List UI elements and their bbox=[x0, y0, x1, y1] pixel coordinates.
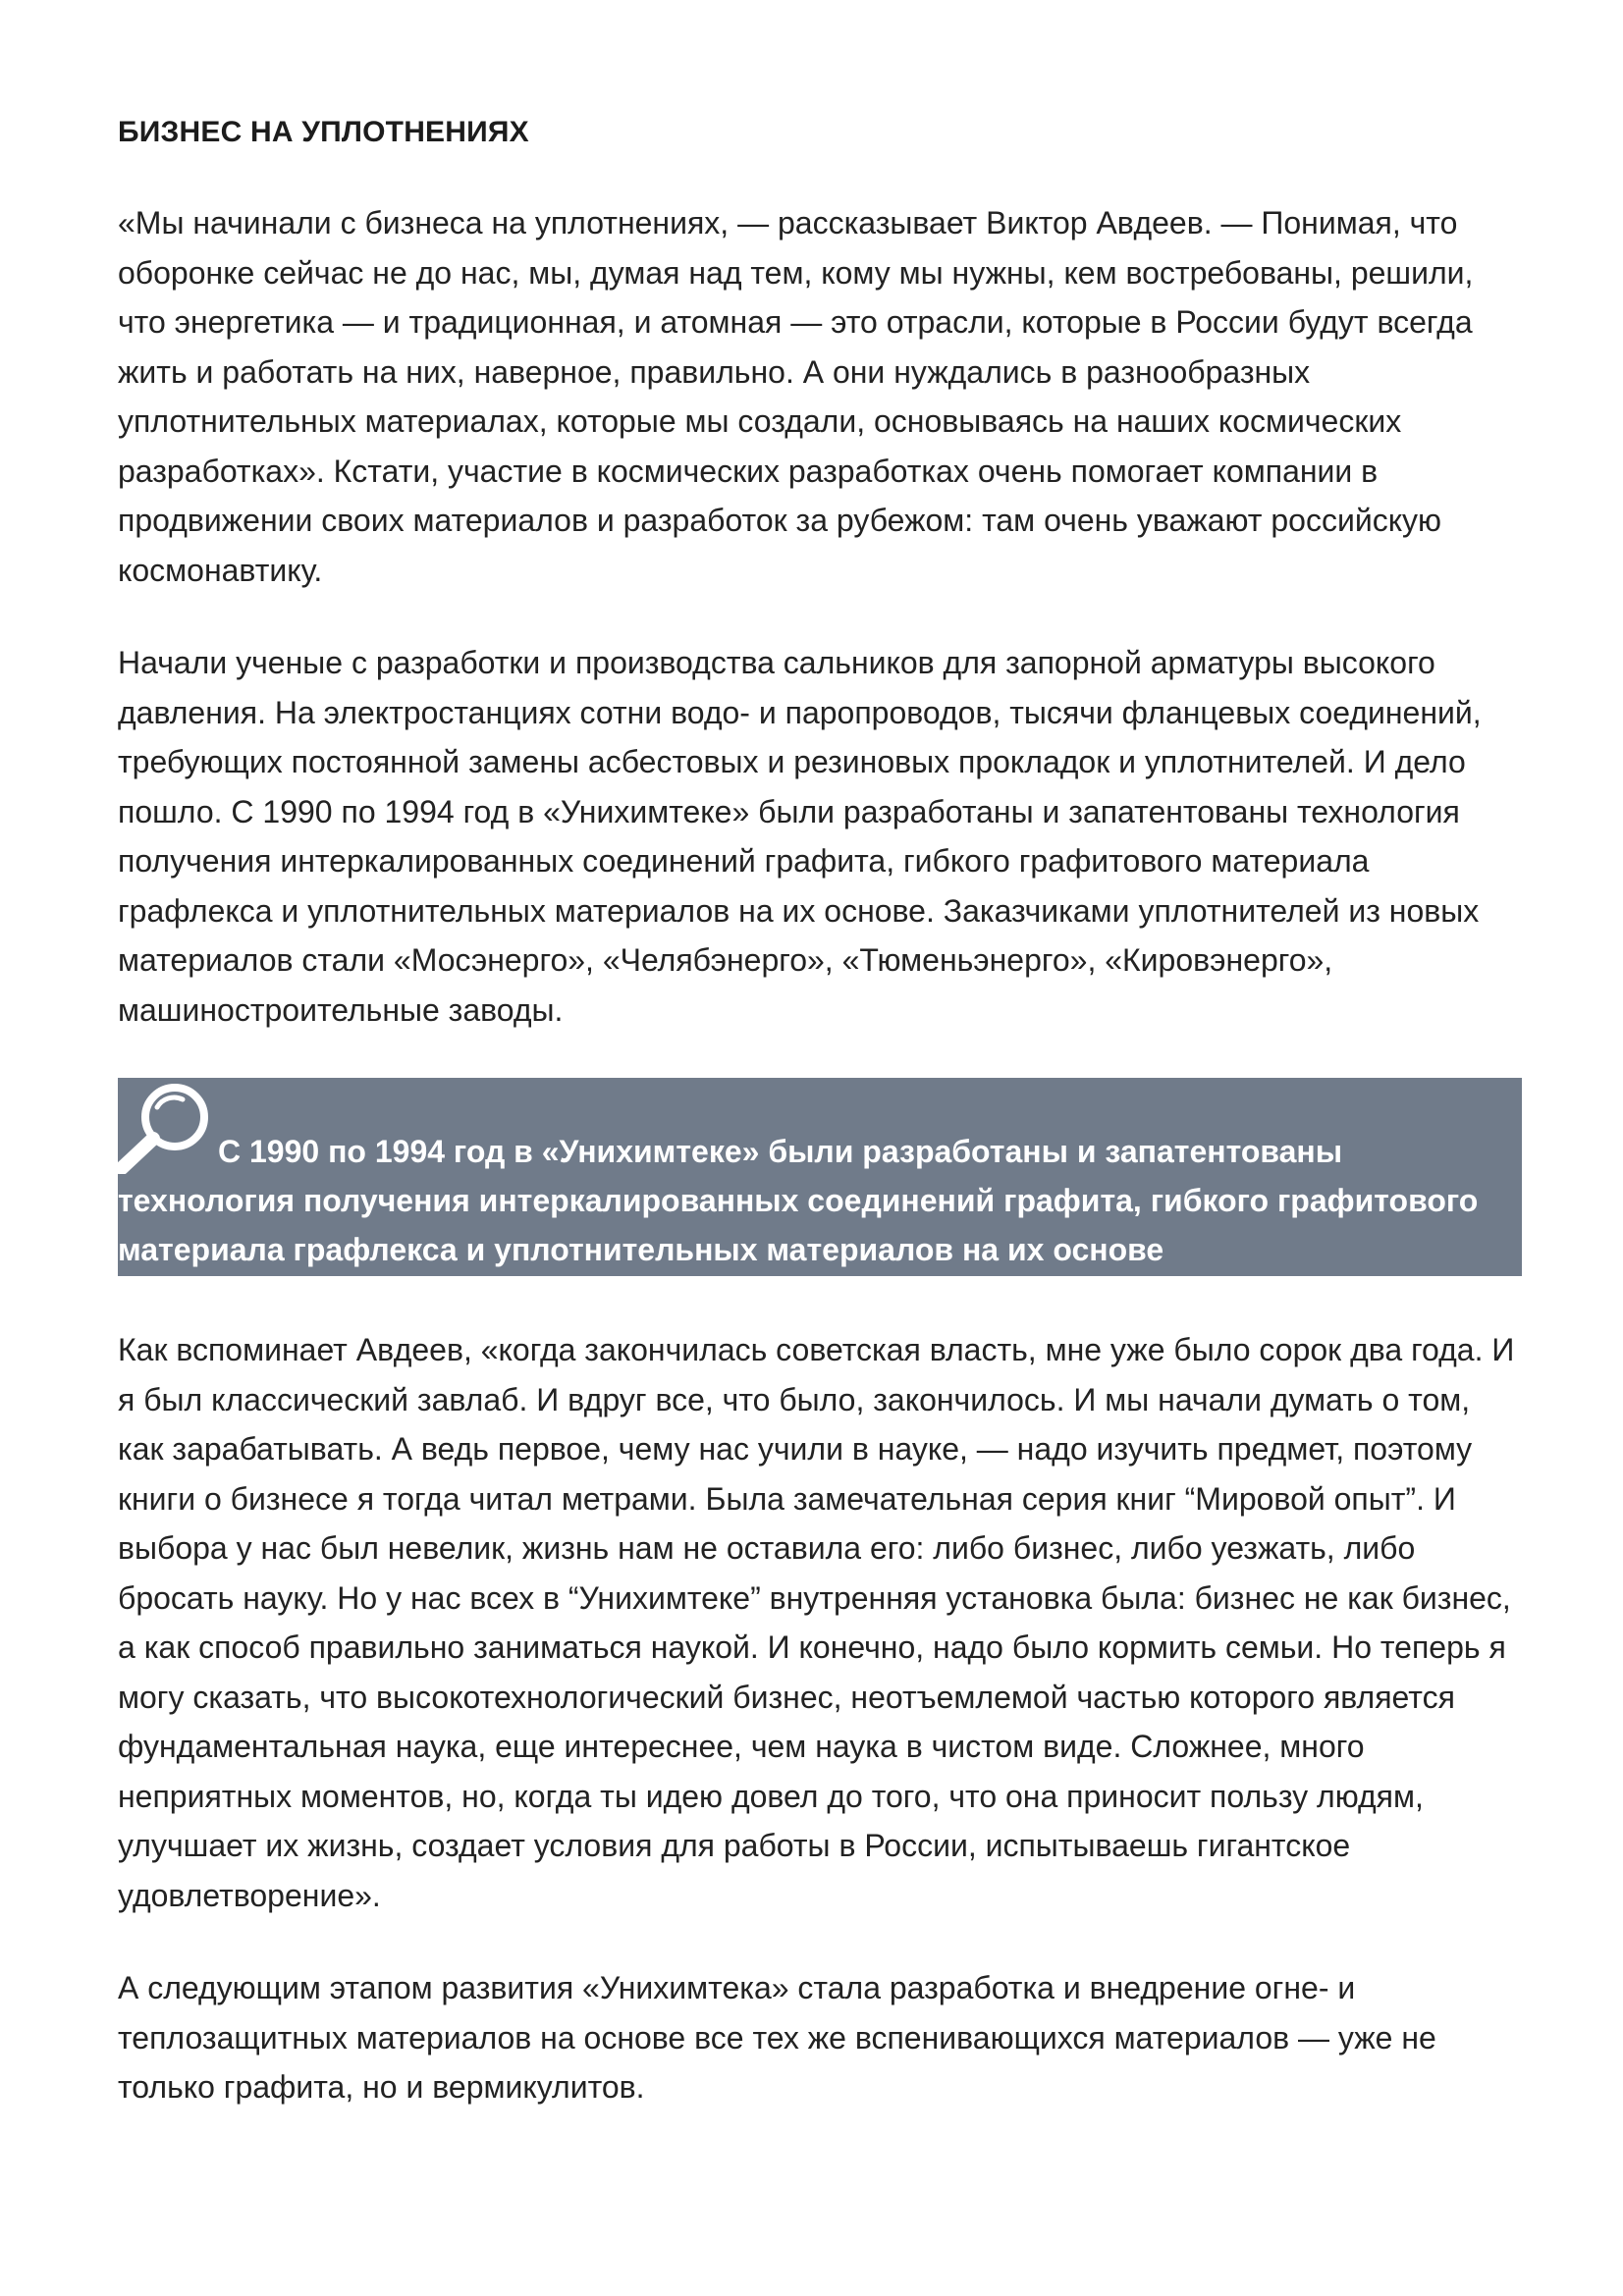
callout-text: С 1990 по 1994 год в «Унихимтеке» были разработаны и запатентованы технология получения интеркалированных соединений графита, гибкого графитового материала графлекса и уплотнительных материалов на их основе bbox=[118, 1134, 1479, 1267]
paragraph-3: Как вспоминает Авдеев, «когда закончилась советская власть, мне уже было сорок два года. И я был классический завлаб. И вдруг все, что было, закончилось. И мы начали думать о том, как зарабатывать. А ведь первое, чему нас учили в науке, — надо изучить предмет, поэтому книги о бизнесе я тогда читал метрами. Была замечательная серия книг “Мировой опыт”. И выбора у нас был невелик, жизнь нам не оставила его: либо бизнес, либо уезжать, либо бросать науку. Но у нас всех в “Унихимтеке” внутренняя установка была: бизнес не как бизнес, а как способ правильно заниматься наукой. И конечно, надо было кормить семьи. Но теперь я могу сказать, что высокотехнологический бизнес, неотъемлемой частью которого является фундаментальная наука, еще интереснее, чем наука в чистом виде. Сложнее, много неприятных моментов, но, когда ты идею довел до того, что она приносит пользу людям, улучшает их жизнь, создает условия для работы в России, испытываешь гигантское удовлетворение». bbox=[118, 1332, 1515, 1913]
article-heading: БИЗНЕС НА УПЛОТНЕНИЯХ bbox=[118, 116, 529, 148]
paragraph-4: А следующим этапом развития «Унихимтека» стала разработка и внедрение огне- и теплозащитных материалов на основе все тех же вспенивающихся материалов — уже не только графита, но и вермикулитов. bbox=[118, 1970, 1436, 2105]
article bbox=[118, 108, 1522, 2156]
paragraph-2: Начали ученые с разработки и производства сальников для запорной арматуры высокого давления. На электростанциях сотни водо- и паропроводов, тысячи фланцевых соединений, требующих постоянной замены асбестовых и резиновых прокладок и уплотнителей. И дело пошло. С 1990 по 1994 год в «Унихимтеке» были разработаны и запатентованы технология получения интеркалированных соединений графита, гибкого графитового материала графлекса и уплотнительных материалов на их основе. Заказчиками уплотнителей из новых материалов стали «Мосэнерго», «Челябэнерго», «Тюменьэнерго», «Кировэнерго», машиностроительные заводы. bbox=[118, 645, 1482, 1028]
quote-callout bbox=[118, 1078, 1522, 1276]
magnifier-icon bbox=[118, 1080, 212, 1174]
paragraph-1: «Мы начинали с бизнеса на уплотнениях, — рассказывает Виктор Авдеев. — Понимая, что оборонке сейчас не до нас, мы, думая над тем, кому мы нужны, кем востребованы, решили, что энергетика — и традиционная, и атомная — это отрасли, которые в России будут всегда жить и работать на них, наверное, правильно. А они нуждались в разнообразных уплотнительных материалах, которые мы создали, основываясь на наших космических разработках». Кстати, участие в космических разработках очень помогает компании в продвижении своих материалов и разработок за рубежом: там очень уважают российскую космонавтику. bbox=[118, 205, 1474, 588]
